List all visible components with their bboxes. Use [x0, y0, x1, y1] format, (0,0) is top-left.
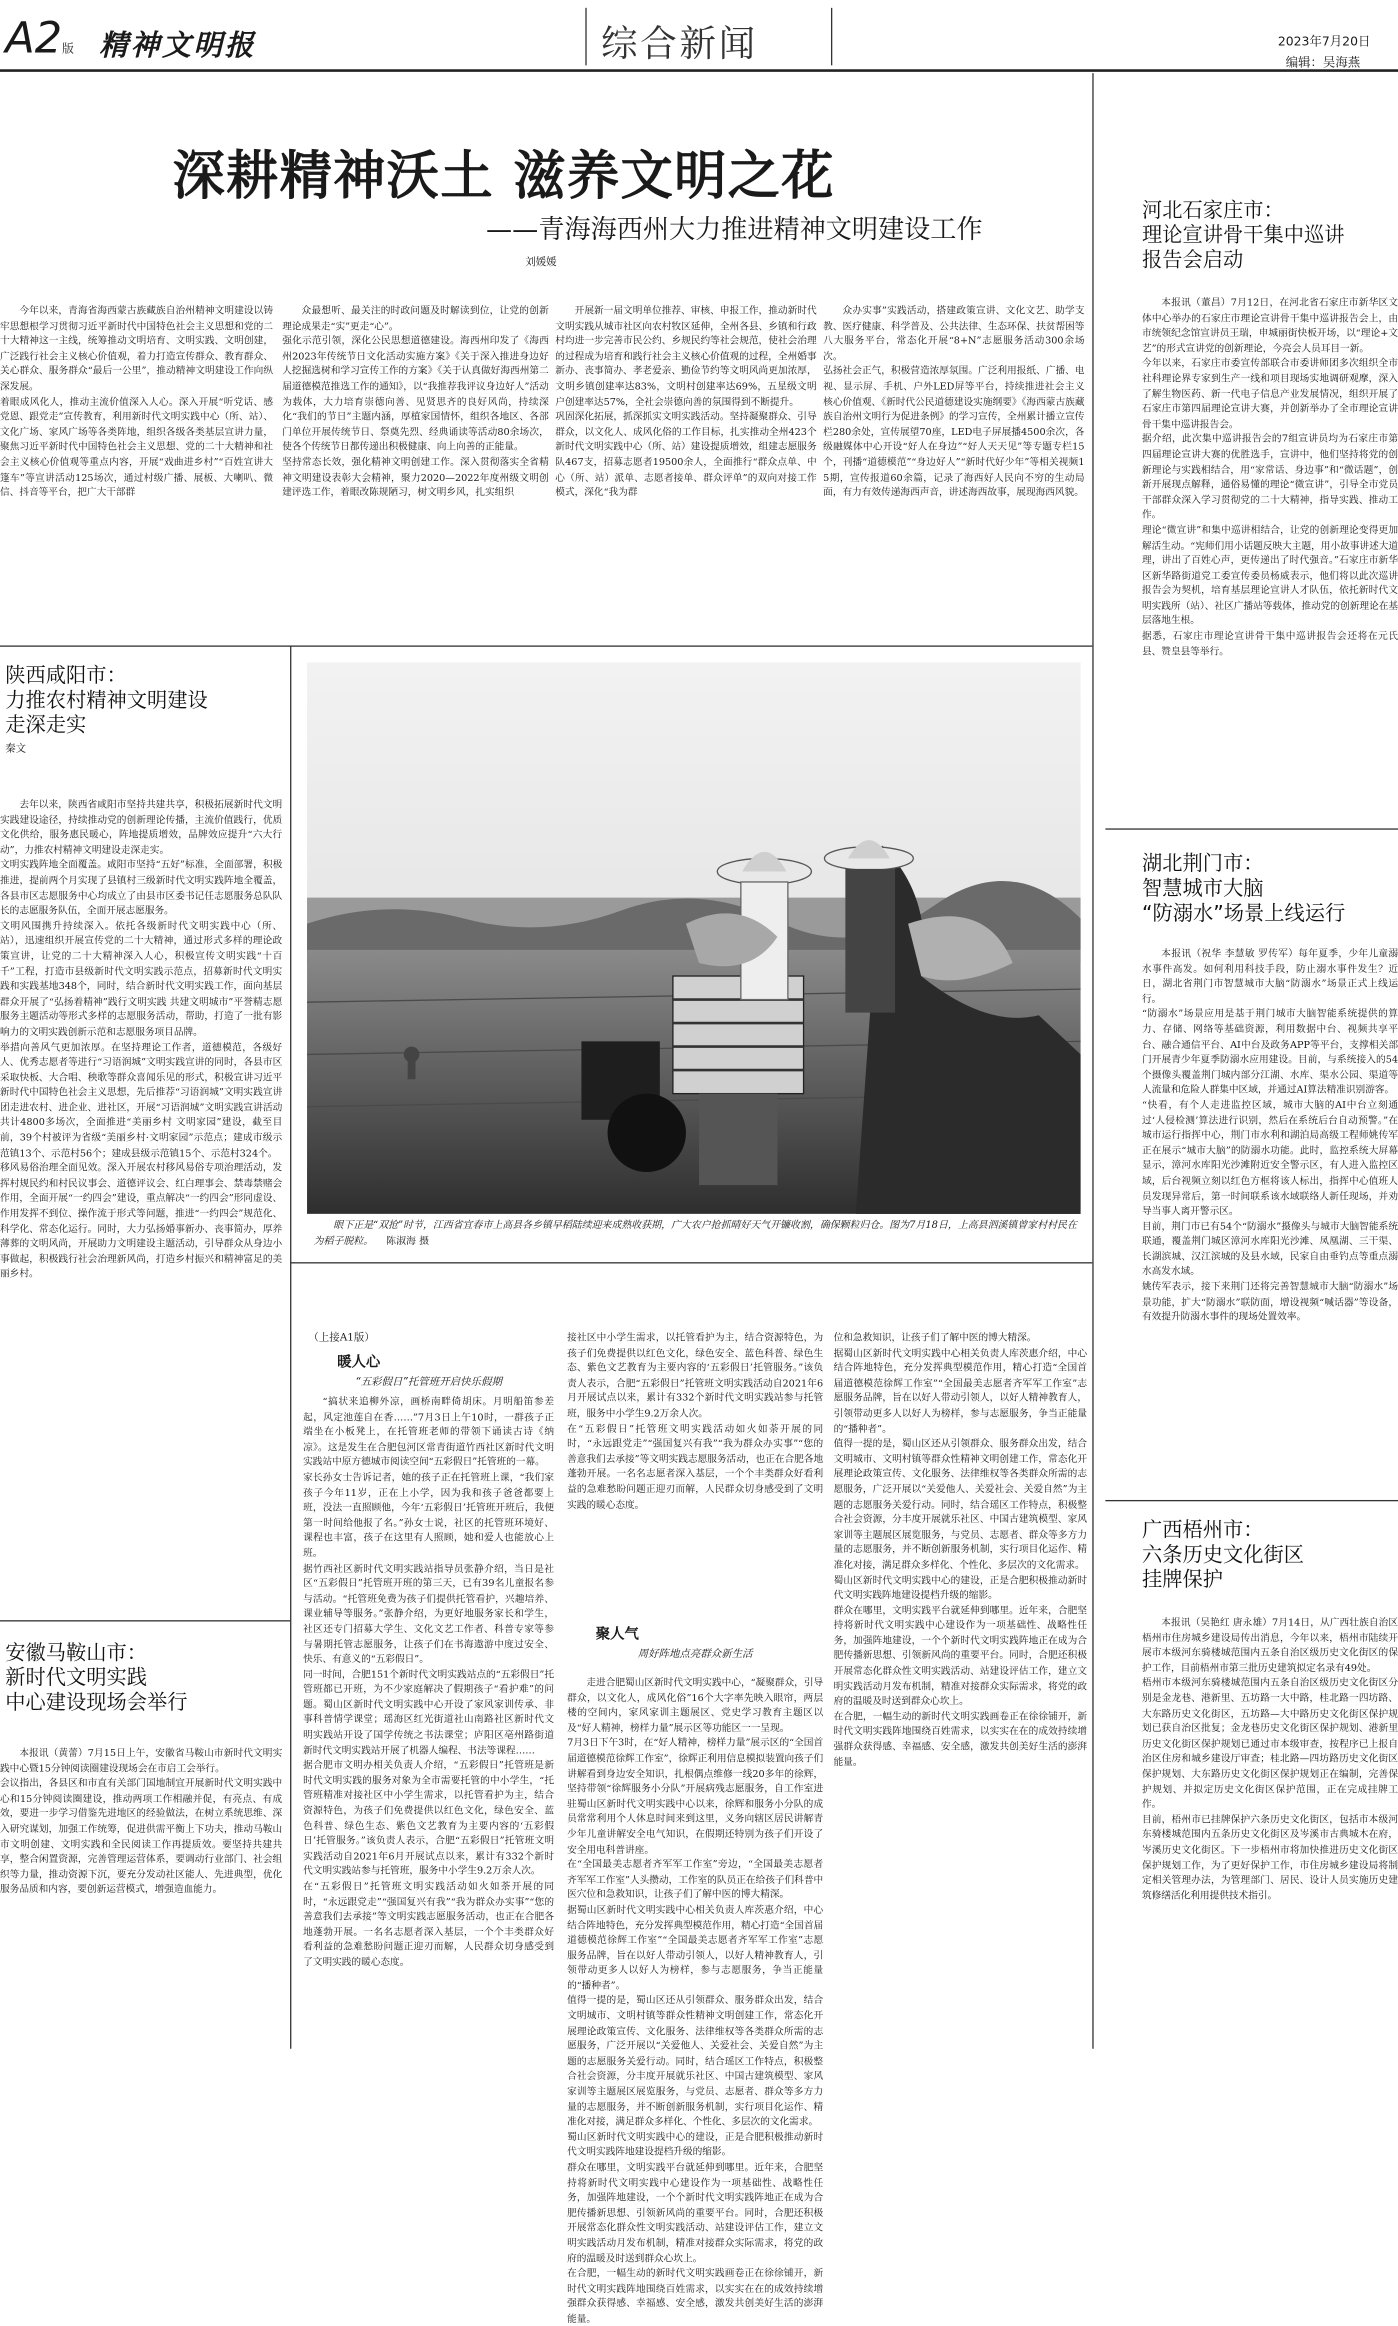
center-kicker: （上接A1版） — [308, 1331, 375, 1344]
center-column-2-top — [567, 1330, 823, 1623]
masthead-divider-right — [831, 8, 832, 65]
section-2-title: 聚人气 — [595, 1625, 639, 1643]
right-top-heading — [1142, 199, 1390, 273]
section-1-title: 暖人心 — [337, 1353, 381, 1371]
center-column-3 — [834, 1330, 1087, 2043]
masthead-rule — [0, 69, 1398, 72]
lead-column-1: 今年以来，青海省海西蒙古族藏族自治州精神文明建设以铸牢思想根学习贯彻习近平新时代中国特色社会主义思想和党的二十大精神这一主线，统筹推动文明培育、文明实践、文明创建，广泛践行社会主义核心价值观，着力打造宣传群众、教育群众、关心群众、服务群众“最后一公里”，推动精神文明建设工作向纵深发展。 着眼成风化人，推动主流价值深入人心。深入开展“听党话、感党恩、跟党走”宣传教育，利用新时代文明实践中心（所、站）、文化广场、家风广场等各类阵地，组织各级各类基层宣讲力量，聚焦习近平新时代中国特色社会主义思想、党的二十大精神和社会主义核心价值观等重点内容，开展“戏曲进乡村”“百姓宣讲大篷车”等宣讲活动125场次，通过村级广播、展板、大喇叭、微信、抖音等平台，把广大干部群 — [0, 304, 274, 498]
page-suffix: 版 — [62, 43, 74, 57]
left-bot-title: 安徽马鞍山市： 新时代文明实践 中心建设现场会举行 — [5, 1641, 188, 1715]
photo-credit: 陈淑海 摄 — [386, 1234, 430, 1247]
lead-title: 深耕精神沃土 滋养文明之花 — [172, 146, 835, 207]
lead-subtitle: ——青海海西州大力推进精神文明建设工作 — [486, 212, 983, 245]
issue-date: 2023年7月20日 — [1277, 35, 1371, 50]
right-bot-heading — [1142, 1518, 1398, 1592]
left-mid-heading — [5, 664, 285, 755]
left-bot-heading — [5, 1641, 285, 1715]
right-mid-heading — [1142, 852, 1398, 926]
right-bot-body: 本报讯（吴艳红 唐永雄）7月14日，从广西壮族自治区梧州市住房城乡建设局传出消息，今年以来，梧州市陆续开展市本级河东骑楼城范围内五条自治区级历史文化街区的保护工作，目前梧州市第三批历史建筑拟定名录有49处。 梧州市本级河东骑楼城范围内五条自治区级历史文化街区分别是金龙巷、港新里、五坊路一大中路，桂北路一四坊路、大东路历史文化街区，五坊路—大中路历史文化街区保护规划已获自治区批复；金龙巷历史文化街区保护规划、港新里历史文化街区保护规划已通过市本级审查，按程序已上报自治区住房和城乡建设厅审查；桂北路—四坊路历史文化街区保护规划、大东路历史文化街区保护规划正在编制，完善保护规划、并拟定历史文化街区保护范围，正在完成挂牌工作。 目前，梧州市已挂牌保护六条历史文化街区，包括市本级河东骑楼城范围内五条历史文化街区及岑溪市古典城木在府，岑溪历史文化街区。下一步梧州市将加快推进历史文化街区保护规划工作，为了更好保护工作，市住房城乡建设局将制定相关管理办法，为管理部门、居民、设计人员实施历史建筑修缮活化利用提供技术指引。 — [1141, 1616, 1398, 1901]
left-mid-title: 陕西咸阳市： 力推农村精神文明建设 走深走实 — [5, 663, 208, 737]
left-sep — [0, 1620, 290, 1621]
section-1-subtitle: “五彩假日”托管班开启快乐假期 — [355, 1375, 502, 1388]
center-col3-text: 位和急救知识，让孩子们了解中医的博大精深。 据蜀山区新时代文明实践中心相关负责人库茨惠介绍，中心结合阵地特色，充分发挥典型模范作用，精心打造“全国首届道德模范徐辉工作室”“全国最美志愿者齐军军工作室”志愿服务品牌，旨在以好人带动引领人，以好人精神教育人，引领带动更多人以好人为榜样，参与志愿服务，争当正能量的“播种者”。 值得一提的是，蜀山区还从引领群众、服务群众出发，结合文明城市、文明村镇等群众性精神文明创建工作，常态化开展理论政策宣传、文化服务、法律维权等各类群众所需的志愿服务，广泛开展以“关爱他人、关爱社会、关爱自然”为主题的志愿服务关爱行动。同时，结合瑶区工作特点，积极整合社会资源，分丰度开展就乐社区、中国古建筑模型、家风家训等主题展区展览服务，与党员、志愿者、群众等多方力量的志愿服务，并不断创新服务机制，实行项目化运作、精准化对接，满足群众多样化、个性化、多层次的文化需求。 蜀山区新时代文明实践中心的建设，正是合肥积极推动新时代文明实践阵地建设提档升级的缩影。 群众在哪里，文明实践平台就延伸到哪里。近年来，合肥坚持将新时代文明实践中心建设作为一项基础性、战略性任务，加强阵地建设，一个个新时代文明实践阵地正在成为合肥传播新思想、引领新风尚的重要平台。同时，合肥还积极开展常态化群众性文明实践活动、站建设评估工作，建立文明实践活动月发布机制，精准对接群众实际需求，将党的政府的温暖及时送到群众心坎上。 在合肥，一幅生动的新时代文明实践画卷正在徐徐铺开，新时代文明实践阵地围绕百姓需求，以实实在在的成效持续增强群众获得感、幸福感、安全感，激发共创美好生活的澎湃能量。 — [833, 1331, 1088, 1768]
left-mid-body: 去年以来，陕西省咸阳市坚持共建共享，积极拓展新时代文明实践建设途径，持续推动党的创新理论传播，主流价值践行，优质文化供给，服务惠民暖心，阵地提质增效，品牌效应提升“六大行动”，力推农村精神文明建设走深走实。 文明实践阵地全面覆盖。咸阳市坚持“五好”标准，全面部署，积极推进，提前两个月实现了县镇村三级新时代文明实践阵地全覆盖，各县市区志愿服务中心均成立了由县市区委书记任志愿服务总队队长的志愿服务队伍，全面开展志愿服务。 文明风围携升持续深入。依托各级新时代文明实践中心（所、站），迅速组织开展宣传党的二十大精神，通过形式多样的理论政策宣讲，让党的二十大精神深入人心，积极宣传文明实践“十百千”工程，打造市县级新时代文明实践示范点，招募新时代文明实践和实践基地348个，同时，结合新时代文明实践工作，面向基层群众开展了“弘扬着精神”践行文明实践 共建文明城市”平誉精志愿服务主题活动等形式多样的志愿服务活动，帮助，打造了一批有影响力的文明实践创新示范和志愿服务项目品牌。 举措向善风气更加浓厚。在坚持理论工作者，道德模范，各级好人、优秀志愿者等进行“习语润城”文明实践宣讲的同时，各县市区采取快板、大合唱、秧歌等群众喜闻乐见的形式，积极宣讲习近平新时代中国特色社会主义思想，先后推荐“习语润城”文明实践宣讲团走进农村、进企业、进社区，开展“习语润城”文明实践宣讲活动共计4800多场次，全面推进“美丽乡村 文明家园”建设，截至目前，39个村被评为省级“美丽乡村·文明家园”示范点；建成市级示范镇13个、示范村56个；建成县级示范镇15个、示范村324个。 移风易俗治理全面见效。深入开展农村移风易俗专项治理活动，发挥村规民约和村民议事会、道德评议会、红白理事会、禁毒禁赌会作用，全面开展“一约四会”建设，重点解决“一约四会”形同虚设、作用发挥不到位、操作流于形式等问题，推进“一约四会”规范化、科学化、常态化运行。同时，大力弘扬婚事新办、丧事简办，厚养薄葬的文明风尚，开展助力文明建设主题活动，引导群众从身边小事做起，积极践行社会治理新风尚，打造乡村振兴和精神富足的美丽乡村。 — [0, 798, 283, 1280]
photo-caption-text: 眼下正是“双抢”时节，江西省宜春市上高县各乡镇早稻陆续迎来成熟收获期，广大农户抢抓晴好天气开镰收割，确保颗粒归仓。图为7月18日，上高县泗溪镇曾家村村民在为稻子脱粒。 — [313, 1219, 1077, 1247]
center-column-2-bottom: 走进合肥蜀山区新时代文明实践中心，“凝聚群众，引导群众，以文化人，成风化俗”16个大字率先映入眼帘，两层楼的空间内，家风家训主题展区、党史学习教育主题区以及“好人精神，榜样力量”展示区等功能区一一呈现。 7月3日下午3时，在“好人精神，榜样力量”展示区的“全国首届道德模范徐辉工作室”，徐辉正利用信息模拟装置向孩子们讲解看到身边安全知识，扎根偶点维修一线20多年的徐辉，坚持带领“徐辉服务小分队”开展病残志愿服务，自工作室进驻蜀山区新时代文明实践中心以来，徐辉和服务小分队的成员常常利用个人休息时间来到这里，义务向辖区居民讲解青少年儿童讲解安全电气知识，在假期还特别为孩子们开设了安全用电科普讲座。 在“全国最美志愿者齐军军工作室”旁边，“全国最美志愿者齐军军工作室”人头攒动，工作室的队员正在给孩子们科普中医穴位和急救知识，让孩子们了解中医的博大精深。 据蜀山区新时代文明实践中心相关负责人库茨惠介绍，中心结合阵地特色，充分发挥典型模范作用，精心打造“全国首届道德模范徐辉工作室”“全国最美志愿者齐军军工作室”志愿服务品牌，旨在以好人带动引领人，以好人精神教育人，引领带动更多人以好人为榜样，参与志愿服务，争当正能量的“播种者”。 值得一提的是，蜀山区还从引领群众、服务群众出发，结合文明城市、文明村镇等群众性精神文明创建工作，常态化开展理论政策宣传、文化服务、法律维权等各类群众所需的志愿服务，广泛开展以“关爱他人、关爱社会、关爱自然”为主题的志愿服务关爱行动。同时，结合瑶区工作特点，积极整合社会资源，分丰度开展就乐社区、中国古建筑模型、家风家训等主题展区展览服务，与党员、志愿者、群众等多方力量的志愿服务，并不断创新服务机制，实行项目化运作、精准化对接，满足群众多样化、个性化、多层次的文化需求。 蜀山区新时代文明实践中心的建设，正是合肥积极推动新时代文明实践阵地建设提档升级的缩影。 群众在哪里，文明实践平台就延伸到哪里。近年来，合肥坚持将新时代文明实践中心建设作为一项基础性、战略性任务，加强阵地建设，一个个新时代文明实践阵地正在成为合肥传播新思想、引领新风尚的重要平台。同时，合肥还积极开展常态化群众性文明实践活动、站建设评估工作，建立文明实践活动月发布机制，精准对接群众实际需求，将党的政府的温暖及时送到群众心坎上。 在合肥，一幅生动的新时代文明实践画卷正在徐徐铺开，新时代文明实践阵地围绕百姓需求，以实实在在的成效持续增强群众获得感、幸福感、安全感，激发共创美好生活的澎湃能量。 — [567, 1676, 824, 2325]
photo-caption — [314, 1218, 1080, 1249]
editor-credit: 编辑：吴海燕 — [1285, 56, 1361, 71]
section-title: 综合新闻 — [601, 22, 758, 66]
right-sep-1 — [1105, 828, 1398, 829]
lead-author: 刘媛媛 — [525, 256, 557, 268]
right-sep-2 — [1105, 1500, 1398, 1501]
right-mid-body: 本报讯（祝华 李慧敏 罗传军）每年夏季，少年儿童溺水事件高发。如何利用科技手段，防止溺水事件发生？近日，湖北省荆门市智慧城市大脑“防溺水”场景正式上线运行。 “防溺水”场景应用是基于荆门城市大脑智能系统提供的算力、存储、网络等基础资源，利用数据中台、视频共享平台、融合通信平台、AI中台及政务APP等平台，支撑相关部门开展青少年夏季防溺水应用建设。目前，与系统接入的54个摄像头覆盖荆门城内部分江湖、水库、渠水公园、渠道等人流量和危险人群集中区域，并通过AI算法精准识别游客。 “快看，有个人走进监控区域，城市大脑的AI中台立刻通过‘人侵检测’算法进行识别，然后在系统后台自动预警。”在城市运行指挥中心，荆门市水利和湖泊局高级工程师姚传军正在展示“城市大脑”的防溺水功能。此时，监控系统大屏幕显示，漳河水库阳光沙滩附近安全警示区，有人进入监控区域，后台视频立刻以红色方框将该人标出，指挥中心值班人员发现异常后，第一时间联系该水域联络人新任现场，并劝导当事人离开警示区。 目前，荆门市已有54个“防溺水”摄像头与城市大脑智能系统联通，覆盖荆门城区漳河水库阳光沙滩、凤凰湖、三干渠、长湖滨城、汉江滨城的及县水域，民家自由垂钓点等重点溺水高发水域。 姚传军表示，接下来荆门还将完善智慧城市大脑“防溺水”场景功能，扩大“防溺水”联防面，增设视频“喊话器”等设备，有效提升防溺水事件的现场处置效率。 — [1141, 947, 1398, 1323]
harvest-photo-illustration — [307, 662, 1081, 1213]
right-mid-title: 湖北荆门市： 智慧城市大脑 “防溺水”场景上线运行 — [1141, 851, 1346, 926]
photo-bottom-rule — [290, 1262, 1092, 1263]
paper-name: 精神文明报 — [99, 28, 257, 63]
right-top-title: 河北石家庄市： 理论宣讲骨干集中巡讲 报告会启动 — [1141, 198, 1345, 272]
right-top-body: 本报讯（董昌）7月12日，在河北省石家庄市新华区文体中心举办的石家庄市理论宣讲骨干集中巡讲报告会上，由市统领纪念馆宣讲员王瑞，申城丽街快板开场，以“理论+文艺”的形式宣讲党的创新理论，今亮会人员耳目一新。 今年以来，石家庄市委宣传部联合市委讲师团多次组织全市社科理论界专家到生产一线和项目现场实地调研观摩，深入了解生物医药、新一代电子信息产业发展情况，组织开展了石家庄市第四届理论宣讲大赛，并创新举办了全市理论宣讲骨干集中巡讲报告会。 据介绍，此次集中巡讲报告会的7组宣讲员均为石家庄市第四届理论宣讲大赛的优胜选手，宣讲中，他们坚持将党的创新理论与实践相结合，用“家常话、身边事”和“微话题”，创新开展现点解释，通俗易懂的理论“微宣讲”，引导全市党员干部群众深入学习贯彻党的二十大精神，指导实践、推动工作。 理论“微宣讲”和集中巡讲相结合，让党的创新理论变得更加解活生动。“宪师们用小话题反映大主题，用小故事讲述大道理，讲出了百姓心声，更传递出了时代强音。”石家庄市新华区新华路街道党工委宣传委员杨威表示，他们将以此次巡讲报告会为契机，培育基层理论宣讲人才队伍，依托新时代文明实践所（站）、社区广播站等载体，推动党的创新理论在基层落地生根。 据悉，石家庄市理论宣讲骨干集中巡讲报告会还将在元氏县、赞皇县等举行。 — [1141, 296, 1398, 657]
lead-column-4: 众办实事”实践活动，搭建政策宣讲、文化文艺、助学支教、医疗健康、科学普及、公共法律、生态环保、扶贫帮困等八大服务平台，常态化开展“8+N”志愿服务活动300余场次。 弘扬社会正气，积极营造浓厚氛围。广泛利用报纸、广播、电视、显示屏、手机、户外LED屏等平台，持续推进社会主义核心价值观、《新时代公民道德建设实施纲要》《海西蒙古族藏族自治州文明行为促进条例》的学习宣传，全州累计播立宣传栏280余处，宣传展望70座，LED电子屏展播4500余次，各级融媒体中心开设“好人在身边”“好人天天见”等专题专栏15个，刊播“道德模范”“身边好人”“新时代好少年”等相关视频15期，宣传报道60余篇，记录了海西好人民向不穷的生动局面，有力有效传递海西声音，讲述海西故事，展现海西风貌。 — [823, 304, 1085, 498]
page-number: A2版 — [5, 11, 74, 63]
lead-column-2: 众最想听、最关注的时政问题及时解读到位，让党的创新理论成果走“实”更走“心”。 强化示范引领，深化公民思想道德建设。海西州印发了《海西州2023年传统节日文化活动实施方案》《关于深入推进身边好人挖掘选树和学习宣传工作的方案》《关于认真做好海西州第二届道德模范推选工作的通知》，以“我推荐我评议身边好人”活动为载体，大力培育崇德向善、见贤思齐的良好风尚，持续深化“我们的节日”主题内涵，厚植家国情怀，组织各地区、各部门单位开展传统节日、祭奠先烈、经典诵读等活动80余场次，使各个传统节日都传递出积极健康、向上向善的正能量。 坚持常态长效，强化精神文明创建工作。深入贯彻落实全省精神文明建设表彰大会精神，聚力2020—2022年度州级文明创建评选工作，着眼改陈规陋习，树文明乡风，扎实组织 — [282, 304, 549, 498]
news-photo — [307, 662, 1081, 1213]
section-1-body: “搞状来追柳外凉，画桥南畔倚胡床。月明船笛参差起，风定池莲自在香……”7月3日上午10时，一群孩子正端坐在小板凳上，在托管班老师的带领下诵读古诗《纳凉》。这是发生在合肥包河区常青街道竹西社区新时代文明实践站中原方德城市阅读空间“五彩假日”托管班的一幕。 家长孙女士告诉记者，她的孩子正在托管班上课，“我们家孩子今年11岁，正在上小学，因为我和孩子爸爸都要上班，没法一直照顾他，今年‘五彩假日’托管班开班后，我便第一时间给他报了名。”孙女士说，社区的托管班环境好、课程也丰富，孩子在这里有人照顾，她和爱人也能放心上班。 据竹西社区新时代文明实践站指导员张静介绍，当日是社区“五彩假日”托管班开班的第三天，已有39名儿童报名参与活动。“托管班免费为孩子们提供托管看护，兴趣培养、课业辅导等服务。”张静介绍，为更好地服务家长和学生，社区还专门招募大学生、文化文艺工作者、科普专家等参与暑期托管志愿服务，让孩子们在书海遨游中度过安全、快乐、有意义的“五彩假日”。 同一时间，合肥151个新时代文明实践站点的“五彩假日”托管班都已开班，为不少家庭解决了假期孩子“看护难”的问题。蜀山区新时代文明实践中心开设了家风家训传承、非事科普情学课堂；瑶海区红光街道社山南路社区新时代文明实践站开设了国学传统之书法课堂；庐阳区亳州路街道新时代文明实践站开展了机器人编程、书法等课程…… 据合肥市文明办相关负责人介绍，“五彩假日”托管班是新时代文明实践的服务对象为全市需要托管的中小学生，“托管班精准对接社区中小学生需求，以托管看护为主，结合资源特色，为孩子们免费提供以红色文化，绿色安全、蓝色科普、绿色生态、紫色文艺教育为主要内容的‘五彩假日’托管服务。”该负责人表示，合肥“五彩假日”托管班文明实践活动自2021年6月开展试点以来，累计有332个新时代文明实践站参与托管班，服务中小学生9.2万余人次。 在“五彩假日”托管班文明实践活动如火如荼开展的同时，“永远跟党走”“强国复兴有我”“我为群众办实事”“您的善意我们去承接”等文明实践志愿服务活动，也正在合肥各地蓬勃开展。一名名志愿者深入基层，一个个丰类群众好看利益的急难愁盼问题正迎刃而解，人民群众切身感受到了文明实践的暖心态度。 — [303, 1395, 554, 1968]
lead-bottom-rule — [0, 645, 1092, 646]
left-column-rule — [290, 645, 291, 2048]
right-bot-title: 广西梧州市： 六条历史文化街区 挂牌保护 — [1141, 1518, 1305, 1592]
section-2-subtitle: 周好阵地点亮群众新生活 — [637, 1647, 753, 1660]
center-column-1 — [303, 1351, 554, 2043]
left-bot-body: 本报讯（黄蕾）7月15日上午，安徽省马鞍山市新时代文明实践中心暨15分钟阅读圈建设现场会在市启工会举行。 会议指出，各县区和市直有关部门国地制宜开展新时代文明实践中心和15分钟阅读圈建设，推动两项工作相融并促，有亮点、有成效，要进一步学习借鉴先进地区的经验做法，在树立系统思维、深入研究谋划，加强工作统筹，促进供需平衡上下功夫，推动马鞍山市文明创建、文明实践和全民阅读工作再提质效。要坚持共建共享，整合闲置资源，完善管理运营体系，要调动行业部门、社会组织等力量，推动资源下沉，要充分发动社区能人、先进典型，优化服务品质和内容，要创新运营模式，增强造血能力。 — [0, 1746, 283, 1896]
left-mid-byline: 秦文 — [5, 742, 27, 754]
center-col2-continuation: 接社区中小学生需求，以托管看护为主，结合资源特色，为孩子们免费提供以红色文化，绿色安全、蓝色科普、绿色生态、紫色文艺教育为主要内容的‘五彩假日’托管服务。”该负责人表示，合肥“五彩假日”托管班文明实践活动自2021年6月开展试点以来，累计有332个新时代文明实践站参与托管班，服务中小学生9.2万余人次。 在“五彩假日”托管班文明实践活动如火如荼开展的同时，“永远跟党走”“强国复兴有我”“我为群众办实事”“您的善意我们去承接”等文明实践志愿服务活动，也正在合肥各地蓬勃开展。一名名志愿者深入基层，一个个丰类群众好看利益的急难愁盼问题正迎刃而解，人民群众切身感受到了文明实践的暖心态度。 — [567, 1331, 824, 1510]
masthead-divider-left — [585, 8, 586, 65]
right-column-rule — [1092, 73, 1093, 2049]
lead-column-3: 开展新一届文明单位推荐、审核、申报工作，推动新时代文明实践从城市社区向农村牧区延伸，全州各县、乡镇和行政村均进一步完善市民公约、乡规民约等社会规范，使社会治理的过程成为培育和践行社会主义核心价值观的过程，全州婚事新办、丧事简办、孝老爱亲、勤俭节约等文明风尚更加浓厚，文明乡镇创建率达83%，文明村创建率达69%，五星级文明户创建率达57%，全社会崇德向善的氛围得到不断提升。 巩固深化拓展，抓深抓实文明实践活动。坚持凝聚群众、引导群众，以文化人、成风化俗的工作目标，扎实推动全州423个新时代文明实践中心（所、站）建设提质增效，组建志愿服务队467支，招募志愿者19500余人，全面推行“群众点单、中心（所、站）派单、志愿者接单、群众评单”的双向对接工作模式，深化“我为群 — [555, 304, 817, 498]
